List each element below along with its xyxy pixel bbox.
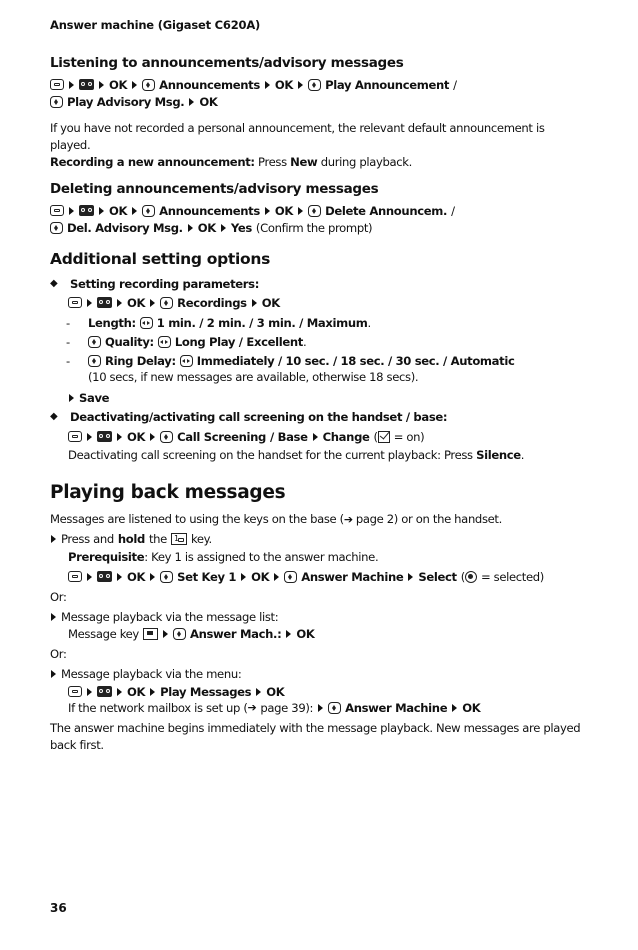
arrow-right-icon (265, 81, 270, 89)
arrow-right-icon (69, 81, 74, 89)
text: Messages are listened to using the keys on the base ( (50, 512, 344, 526)
text: Press (258, 155, 287, 169)
arrow-right-icon (408, 573, 413, 581)
ok-label: OK (127, 429, 146, 444)
prerequisite (68, 549, 378, 566)
menu-play-advisory: Play Advisory Msg. (67, 94, 185, 109)
intro-paragraph (50, 511, 502, 528)
arrow-right-icon (274, 573, 279, 581)
menu-new: New (290, 155, 318, 169)
key-1-icon: 1 (171, 533, 187, 545)
arrow-right-icon (51, 670, 56, 678)
ok-label: OK (127, 684, 146, 699)
arrow-right-icon (163, 630, 168, 638)
bullet-text: Setting recording parameters: (70, 276, 259, 291)
menu-key-icon (68, 686, 82, 697)
ok-label: OK (274, 203, 294, 218)
menu-announcements: Announcements (159, 203, 260, 218)
paren: ( (373, 429, 378, 444)
ring-delay-options: Immediately / 10 sec. / 18 sec. / 30 sec. / Automatic (196, 353, 515, 368)
menu-key-icon (68, 431, 82, 442)
arrow-right-icon (150, 299, 155, 307)
save-line (68, 389, 113, 406)
text: key. (190, 531, 212, 546)
option-quality (66, 333, 310, 350)
menu-set-key-1: Set Key 1 (177, 569, 237, 584)
period: . (302, 334, 307, 349)
nav-path-deleting-cont (50, 219, 376, 236)
label-prerequisite: Prerequisite (68, 550, 145, 564)
nav-left-right-icon (140, 317, 153, 329)
menu-key-icon (50, 79, 64, 90)
menu-announcements: Announcements (159, 77, 260, 92)
menu-key-icon (50, 205, 64, 216)
menu-key-icon (68, 297, 82, 308)
nav-up-down-icon (173, 628, 186, 640)
arrow-right-icon (87, 688, 92, 696)
text-line: The answer machine begins immediately with the message playback. New messages are played (50, 721, 581, 735)
menu-del-advisory: Del. Advisory Msg. (67, 220, 183, 235)
arrow-right-icon (150, 433, 155, 441)
menu-answer-mach: Answer Mach.: (189, 626, 282, 641)
bullet-recording-params (50, 275, 263, 292)
arrow-right-icon (117, 688, 122, 696)
step-menu (50, 665, 245, 682)
arrow-right-icon (117, 299, 122, 307)
or-separator: Or: (50, 590, 67, 604)
arrow-right-icon (117, 573, 122, 581)
text: during playback. (320, 155, 413, 169)
checkbox-checked-icon (378, 431, 390, 443)
ok-label: OK (199, 94, 218, 109)
text: Deactivating call screening on the handset for the current playback: Press (68, 448, 473, 462)
text: If the network mailbox is set up ( (68, 700, 248, 715)
nav-left-right-icon (180, 355, 193, 367)
menu-save: Save (79, 390, 110, 405)
diamond-bullet-icon: ◆ (50, 278, 58, 289)
heading-playing-back-messages: Playing back messages (50, 482, 286, 503)
page-ref-arrow-icon: ➔ (343, 513, 356, 526)
nav-up-down-icon (328, 702, 341, 714)
arrow-right-icon (132, 207, 137, 215)
answer-machine-key-icon (97, 297, 112, 308)
on-note: = on) (393, 429, 425, 444)
page-ref-text: page 2) or on the handset. (355, 512, 502, 526)
answer-machine-key-icon (97, 431, 112, 442)
arrow-right-icon (51, 613, 56, 621)
arrow-right-icon (69, 207, 74, 215)
diamond-bullet-icon: ◆ (50, 411, 58, 422)
menu-recordings: Recordings (177, 295, 247, 310)
menu-call-screening: Call Screening (177, 429, 267, 444)
dash: - (66, 334, 70, 349)
arrow-right-icon (188, 224, 193, 232)
or-separator: Or: (50, 647, 67, 661)
ok-label: OK (266, 684, 285, 699)
nav-up-down-icon (50, 96, 63, 108)
nav-up-down-icon (308, 205, 321, 217)
arrow-right-icon (241, 573, 246, 581)
menu-change: Change (322, 429, 370, 444)
nav-up-down-icon (88, 336, 101, 348)
menu-answer-machine: Answer Machine (345, 700, 448, 715)
arrow-right-icon (452, 704, 457, 712)
arrow-right-icon (221, 224, 226, 232)
arrow-right-icon (298, 207, 303, 215)
text-line: played. (50, 138, 91, 152)
nav-path-play-messages (68, 683, 288, 700)
nav-path-listening-cont (50, 93, 222, 110)
arrow-right-icon (87, 573, 92, 581)
text: Message playback via the message list: (61, 609, 279, 624)
menu-silence: Silence (476, 448, 521, 462)
nav-left-right-icon (158, 336, 171, 348)
arrow-right-icon (318, 704, 323, 712)
label-ring-delay: Ring Delay: (105, 353, 176, 368)
menu-play-messages: Play Messages (160, 684, 252, 699)
menu-key-icon (68, 571, 82, 582)
arrow-right-icon (99, 207, 104, 215)
nav-path-deleting (50, 202, 459, 219)
arrow-right-icon (265, 207, 270, 215)
nav-path-message-key (68, 625, 319, 642)
slash: / (451, 203, 455, 218)
text: the (148, 531, 167, 546)
ok-label: OK (127, 569, 146, 584)
menu-delete-announcem: Delete Announcem. (325, 203, 448, 218)
text-line: If you have not recorded a personal announcement, the relevant default announcement is (50, 121, 545, 135)
label-recording-new: Recording a new announcement: (50, 155, 255, 169)
slash: / (453, 77, 457, 92)
ok-label: OK (251, 569, 270, 584)
heading-listening-announcements: Listening to announcements/advisory messages (50, 55, 404, 71)
arrow-right-icon (313, 433, 318, 441)
answer-machine-key-icon (79, 205, 94, 216)
deactivating-note (68, 447, 524, 464)
bullet-text: Deactivating/activating call screening on the handset / base: (70, 409, 448, 424)
arrow-right-icon (99, 81, 104, 89)
dash: - (66, 353, 70, 368)
ring-delay-note: (10 secs, if new messages are available, otherwise 18 secs). (88, 370, 419, 384)
answer-machine-key-icon (97, 571, 112, 582)
menu-base: / Base (270, 429, 308, 444)
answer-machine-key-icon (97, 686, 112, 697)
nav-path-recordings (68, 294, 284, 311)
yes-note: (Confirm the prompt) (255, 220, 373, 235)
nav-up-down-icon (142, 205, 155, 217)
arrow-right-icon (189, 98, 194, 106)
text: Message key (68, 626, 139, 641)
page-ref-text: page 39): (260, 700, 314, 715)
arrow-right-icon (51, 535, 56, 543)
arrow-right-icon (69, 394, 74, 402)
nav-path-set-key (68, 568, 548, 585)
radio-selected-icon (465, 571, 477, 583)
text-line: back first. (50, 738, 104, 752)
running-head: Answer machine (Gigaset C620A) (50, 18, 261, 32)
recording-new-line (50, 154, 545, 171)
arrow-right-icon (286, 630, 291, 638)
arrow-right-icon (87, 299, 92, 307)
nav-up-down-icon (160, 431, 173, 443)
arrow-right-icon (87, 433, 92, 441)
option-ring-delay (66, 352, 518, 369)
period: . (520, 448, 525, 462)
nav-up-down-icon (88, 355, 101, 367)
final-paragraph (50, 720, 580, 754)
arrow-right-icon (117, 433, 122, 441)
paragraph-default-announcement (50, 120, 545, 171)
heading-deleting-announcements: Deleting announcements/advisory messages (50, 181, 379, 197)
message-key-icon (143, 628, 158, 640)
ok-label: OK (296, 626, 315, 641)
ok-label: OK (109, 77, 128, 92)
ok-label: OK (462, 700, 481, 715)
heading-additional-settings: Additional setting options (50, 250, 271, 268)
arrow-right-icon (132, 81, 137, 89)
answer-machine-key-icon (79, 79, 94, 90)
menu-select: Select (418, 569, 457, 584)
menu-play-announcement: Play Announcement (325, 77, 450, 92)
nav-path-call-screening (68, 428, 428, 445)
arrow-right-icon (298, 81, 303, 89)
dash: - (66, 315, 70, 330)
menu-answer-machine: Answer Machine (301, 569, 404, 584)
ok-label: OK (127, 295, 146, 310)
option-length (66, 314, 375, 331)
nav-up-down-icon (160, 571, 173, 583)
paren: ( (460, 569, 465, 584)
quality-options: Long Play / Excellent (174, 334, 303, 349)
label-quality: Quality: (105, 334, 154, 349)
selected-note: = selected) (480, 569, 544, 584)
menu-yes: Yes (230, 220, 252, 235)
nav-path-listening (50, 76, 461, 93)
page-number: 36 (50, 901, 67, 915)
bullet-call-screening (50, 408, 451, 425)
text: : Key 1 is assigned to the answer machine. (144, 550, 379, 564)
ok-label: OK (261, 295, 280, 310)
nav-up-down-icon (308, 79, 321, 91)
length-options: 1 min. / 2 min. / 3 min. / Maximum (156, 315, 368, 330)
ok-label: OK (197, 220, 216, 235)
text: Message playback via the menu: (61, 666, 242, 681)
ok-label: OK (274, 77, 294, 92)
arrow-right-icon (252, 299, 257, 307)
nav-up-down-icon (160, 297, 173, 309)
nav-up-down-icon (50, 222, 63, 234)
arrow-right-icon (256, 688, 261, 696)
step-press-hold (50, 530, 216, 547)
nav-up-down-icon (284, 571, 297, 583)
label-length: Length: (88, 315, 136, 330)
network-mailbox-line (68, 699, 484, 716)
arrow-right-icon (150, 573, 155, 581)
text-hold: hold (117, 531, 145, 546)
nav-up-down-icon (142, 79, 155, 91)
text: Press and (61, 531, 114, 546)
ok-label: OK (109, 203, 128, 218)
page-ref-arrow-icon: ➔ (247, 701, 257, 714)
arrow-right-icon (150, 688, 155, 696)
step-message-list (50, 608, 282, 625)
period: . (367, 315, 371, 330)
